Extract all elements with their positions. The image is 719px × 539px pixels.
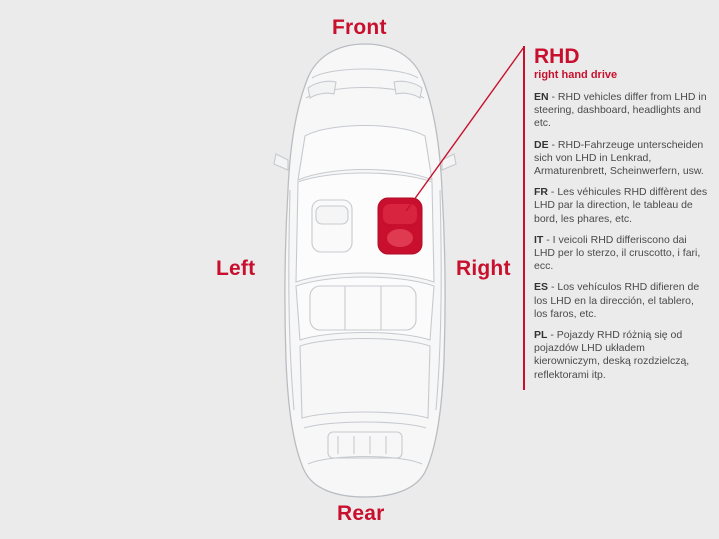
description-es xyxy=(534,281,709,321)
description-text-en: - RHD vehicles differ from LHD in steering, dashboard, headlights and etc. xyxy=(534,91,707,130)
callout-subtitle: right hand drive xyxy=(534,69,618,81)
language-code-fr: FR xyxy=(534,186,548,199)
orientation-label-rear: Rear xyxy=(337,502,385,525)
highlighted-driver-seat-rhd xyxy=(378,198,422,254)
orientation-label-left: Left xyxy=(216,257,256,280)
language-code-en: EN xyxy=(534,91,549,103)
description-text-it: - I veicoli RHD differiscono dai LHD per lo sterzo, il cruscotto, i fari, ecc. xyxy=(534,233,701,273)
language-code-de: DE xyxy=(534,138,549,151)
description-text-pl: - Pojazdy RHD różnią się od pojazdów LHD układem kierowniczym, deską rozdzielczą, reflektorami itp. xyxy=(534,329,690,381)
description-text-fr: - Les véhicules RHD diffèrent des LHD par la direction, le tableau de bord, les phares, etc. xyxy=(534,186,708,225)
description-de xyxy=(534,139,709,179)
description-text-es: - Los vehículos RHD difieren de los LHD en la dirección, el tablero, los faros, etc. xyxy=(534,281,700,320)
language-code-pl: PL xyxy=(534,329,548,342)
car-top-view-illustration xyxy=(250,40,480,500)
rhd-callout-panel xyxy=(523,46,709,390)
description-it xyxy=(534,234,709,274)
callout-title: RHD xyxy=(534,45,580,68)
orientation-label-right: Right xyxy=(456,257,511,280)
language-code-es: ES xyxy=(534,281,549,294)
description-text-de: - RHD-Fahrzeuge unterscheiden sich von LHD in Lenkrad, Armaturenbrett, Scheinwerfern, usw. xyxy=(534,138,704,178)
description-en xyxy=(534,91,709,131)
description-fr xyxy=(534,186,709,226)
language-code-it: IT xyxy=(534,233,544,246)
orientation-label-front: Front xyxy=(332,16,387,39)
description-pl xyxy=(534,329,709,382)
